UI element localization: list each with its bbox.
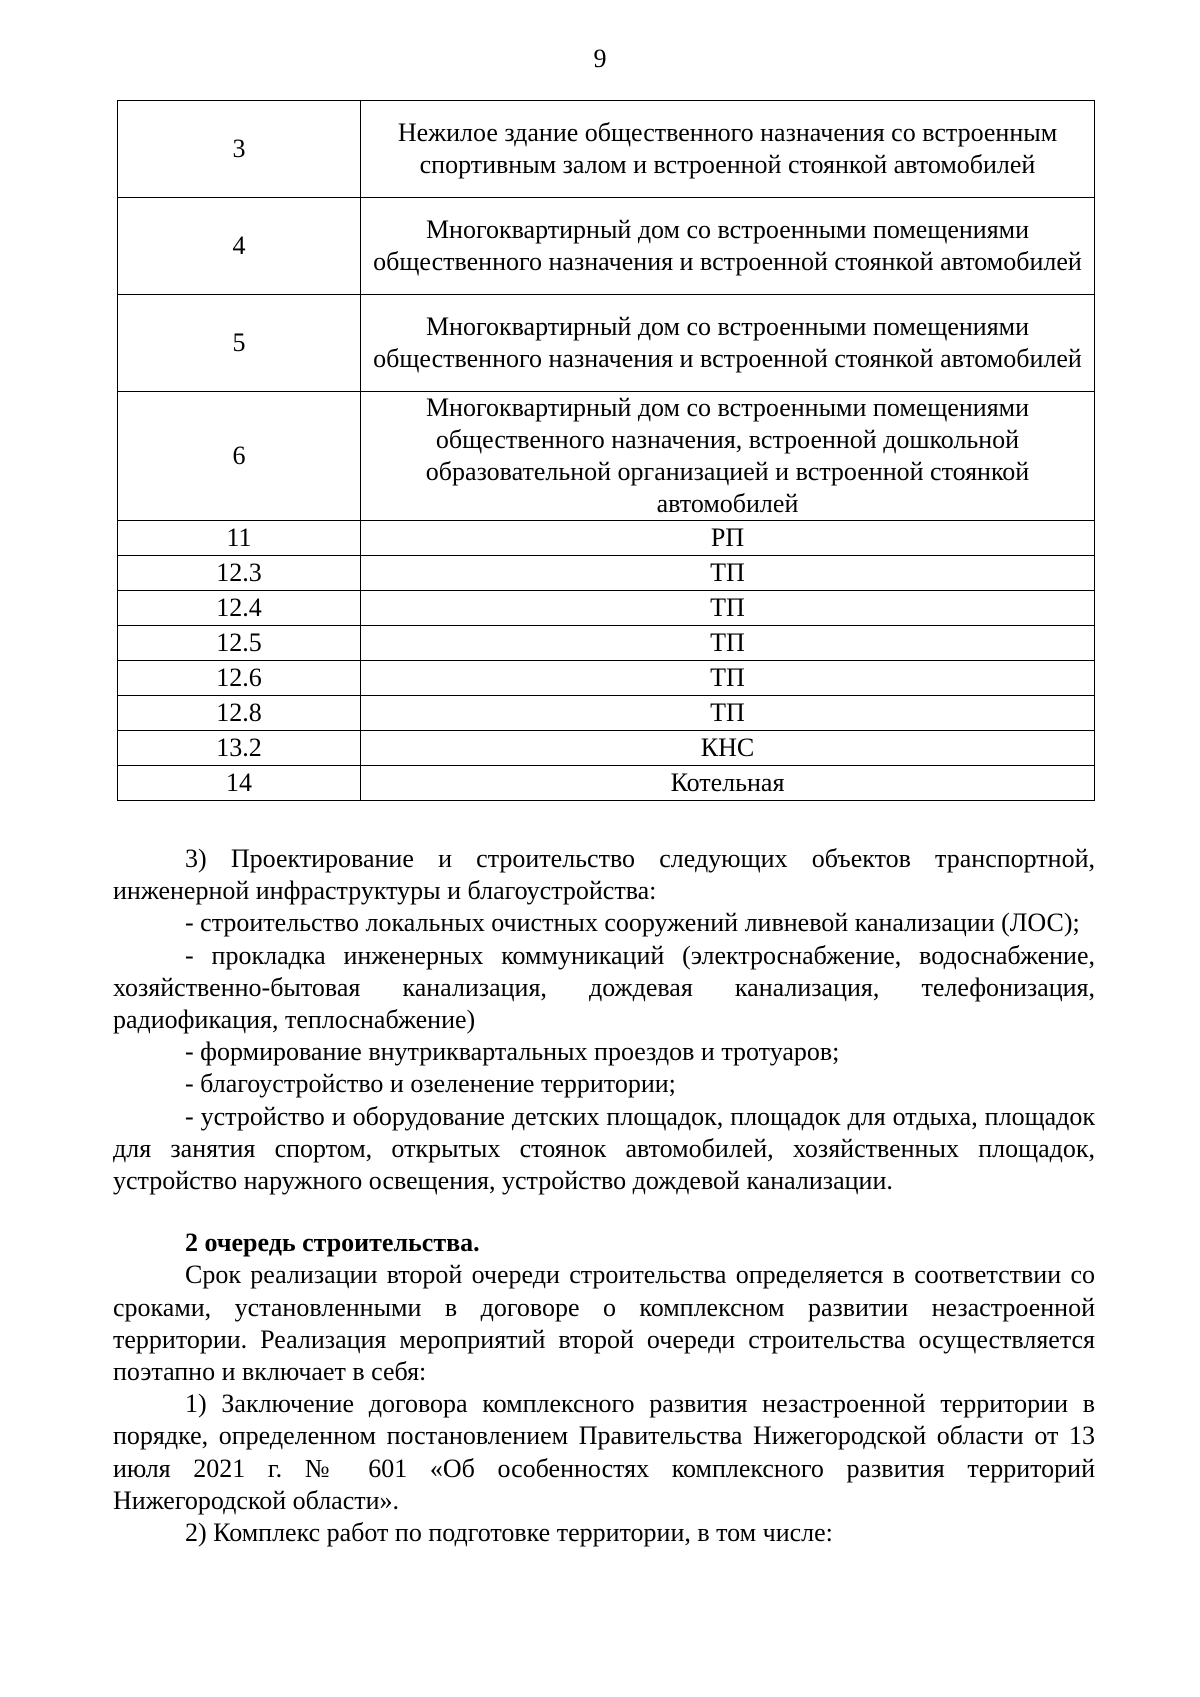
object-description: РП [361, 521, 1095, 556]
object-description: Нежилое здание общественного назначения со встроенным спортивным залом и встроенной стоянкой автомобилей [361, 101, 1095, 198]
table-row [118, 696, 1095, 731]
table-row [118, 556, 1095, 591]
object-number: 14 [118, 766, 361, 801]
objects-table [117, 100, 1095, 801]
page-number: 9 [593, 44, 607, 73]
list-item: - строительство локальных очистных сооружений ливневой канализации (ЛОС); [185, 908, 1080, 938]
table-row [118, 626, 1095, 661]
table-row [118, 521, 1095, 556]
table-row [118, 101, 1095, 198]
table-row [118, 198, 1095, 295]
object-number: 4 [118, 198, 361, 295]
paragraph-item-2: 2) Комплекс работ по подготовке территории, в том числе: [185, 1518, 833, 1548]
object-number: 5 [118, 295, 361, 392]
object-number: 12.6 [118, 661, 361, 696]
object-number: 12.8 [118, 696, 361, 731]
object-description: КНС [361, 731, 1095, 766]
object-number: 13.2 [118, 731, 361, 766]
table-row [118, 392, 1095, 521]
list-item: - устройство и оборудование детских площадок, площадок для отдыха, площадок для занятия спортом, открытых стоянок автомобилей, хозяйственных площадок, устройство наружного освещения, устройство дождевой канализации. [113, 1101, 1095, 1196]
object-description: ТП [361, 591, 1095, 626]
table-row [118, 591, 1095, 626]
object-description: Многоквартирный дом со встроенными помещениями общественного назначения и встроенной стоянкой автомобилей [361, 198, 1095, 295]
object-number: 3 [118, 101, 361, 198]
object-description: ТП [361, 626, 1095, 661]
object-number: 12.3 [118, 556, 361, 591]
object-description: ТП [361, 556, 1095, 591]
object-number: 12.4 [118, 591, 361, 626]
object-number: 12.5 [118, 626, 361, 661]
object-description: ТП [361, 661, 1095, 696]
object-description: Многоквартирный дом со встроенными помещениями общественного назначения, встроенной дошкольной образовательной организацией и встроенной стоянкой автомобилей [361, 392, 1095, 521]
list-item: - благоустройство и озеленение территории; [185, 1069, 676, 1099]
paragraph-item-3: 3) Проектирование и строительство следующих объектов транспортной, инженерной инфраструктуры и благоустройства: [113, 844, 1095, 906]
paragraph-item-1: 1) Заключение договора комплексного развития незастроенной территории в порядке, определенном постановлением Правительства Нижегородской области от 13 июля 2021 г. № 601 «Об особенностях комплексного развития территорий Нижегородской области». [113, 1389, 1095, 1515]
table-row [118, 766, 1095, 801]
object-description: Многоквартирный дом со встроенными помещениями общественного назначения и встроенной стоянкой автомобилей [361, 295, 1095, 392]
section-heading: 2 очередь строительства. [185, 1228, 480, 1258]
object-number: 6 [118, 392, 361, 521]
object-number: 11 [118, 521, 361, 556]
object-description: ТП [361, 696, 1095, 731]
table-row [118, 731, 1095, 766]
body-text [113, 843, 1095, 1549]
list-item: - формирование внутриквартальных проездов и тротуаров; [185, 1037, 840, 1067]
list-item: - прокладка инженерных коммуникаций (электроснабжение, водоснабжение, хозяйственно-бытовая канализация, дождевая канализация, телефонизация, радиофикация, теплоснабжение) [113, 940, 1095, 1035]
paragraph-intro: Срок реализации второй очереди строительства определяется в соответствии со сроками, установленными в договоре о комплексном развитии незастроенной территории. Реализация мероприятий второй очереди строительства осуществляется поэтапно и включает в себя: [113, 1260, 1095, 1387]
table-row [118, 295, 1095, 392]
table-row [118, 661, 1095, 696]
object-description: Котельная [361, 766, 1095, 801]
